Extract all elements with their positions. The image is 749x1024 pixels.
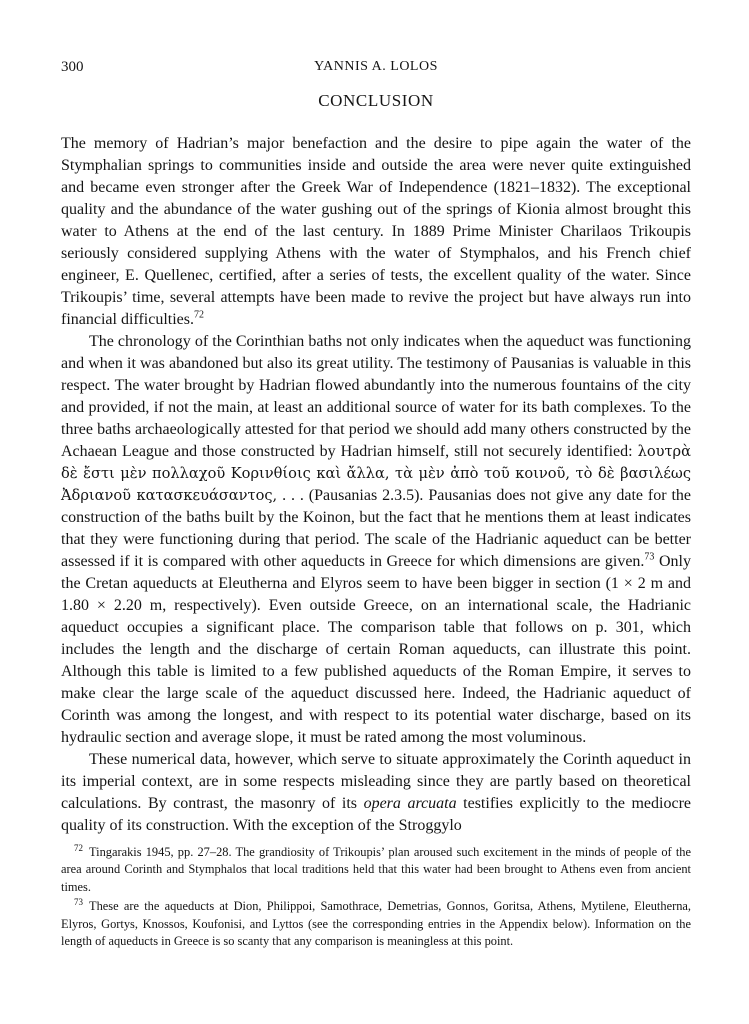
body-text <box>61 133 691 837</box>
paragraph-3-text-a: These numerical data, however, which serve to situate approximately the Corinth aqueduct in its imperial context, are in some respects misleading since they are partly based on theoretical calculations. By contrast, the masonry of its <box>61 751 691 812</box>
paragraph-2-text-a: The chronology of the Corinthian baths not only indicates when the aqueduct was functioning and when it was abandoned but also its great utility. The testimony of Pausanias is valuable in this respect. The water brought by Hadrian flowed abundantly into the numerous fountains of the city and provided, if not the main, at least an additional source of water for its bath complexes. To the three baths archaeologically attested for that period we should add many others constructed by the Achaean League and those constructed by Hadrian himself, still not securely identified: <box>61 333 691 460</box>
footnote-text: Tingarakis 1945, pp. 27–28. The grandiosity of Trikoupis’ plan aroused such excitement in the minds of people of the area around Corinth and Stymphalos that local traditions held that this water had been brought to Athens even from ancient times. <box>61 845 691 894</box>
page-number: 300 <box>61 59 84 75</box>
footnote-ref-72[interactable]: 72 <box>194 309 204 321</box>
paragraph-1 <box>61 133 691 331</box>
footnote-ref-73[interactable]: 73 <box>644 551 655 563</box>
section-title: CONCLUSION <box>318 91 434 110</box>
paragraph-2-text-c: Only the Cretan aqueducts at Eleutherna and Elyros seem to have been bigger in section (1 × 2 m and 1.80 × 2.20 m, respectively). Even outside Greece, on an international scale, the Hadrianic aqueduct occupies a significant place. The comparison table that follows on p. 301, which includes the length and the discharge of certain Roman aqueducts, can illustrate this point. Although this table is limited to a few published aqueducts of the Roman Empire, it serves to make clear the large scale of the aqueduct discussed here. Indeed, the Hadrianic aqueduct of Corinth was among the longest, and with respect to its potential water discharge, based on its hydraulic section and average slope, it must be rated among the most voluminous. <box>61 553 691 746</box>
footnote-number: 73 <box>74 897 83 908</box>
paragraph-1-text: The memory of Hadrian’s major benefaction and the desire to pipe again the water of the Stymphalian springs to communities inside and outside the area were never quite extinguished and became even stronger after the Greek War of Independence (1821–1832). The exceptional quality and the abundance of the water gushing out of the springs of Kionia almost brought this water to Athens at the end of the last century. In 1889 Prime Minister Charilaos Trikoupis seriously considered supplying Athens with the water of Stymphalos, and his French chief engineer, E. Quellenec, certified, after a series of tests, the excellent quality of the water. Since Trikoupis’ time, several attempts have been made to revive the project but have always run into financial difficulties. <box>61 135 691 328</box>
footnote-number: 72 <box>74 842 83 853</box>
greek-quotation: λουτρὰ δὲ ἔστι μὲν πολλαχοῦ Κορινθίοις καὶ ἄλλα, τὰ μὲν ἀπὸ τοῦ κοινοῦ, τὸ δὲ βασιλέως Ἀδριανοῦ κατασκευάσαντος, <box>61 443 691 504</box>
paragraph-3 <box>61 749 691 837</box>
paragraph-2-text-b: . . . (Pausanias 2.3.5). Pausanias does not give any date for the construction of the baths built by the Koinon, but the fact that he mentions them at least indicates that they were functioning during that period. The scale of the Hadrianic aqueduct can be better assessed if it is compared with other aqueducts in Greece for which dimensions are given. <box>61 487 691 570</box>
footnotes <box>61 844 691 952</box>
footnote-72 <box>61 844 691 896</box>
page-header <box>61 59 691 79</box>
footnote-text: These are the aqueducts at Dion, Philippoi, Samothrace, Demetrias, Gonnos, Goritsa, Athens, Mytilene, Eleutherna, Elyros, Gortys, Knossos, Koufonisi, and Lyttos (see the corresponding entries in the Appendix below). Information on the length of aqueducts in Greece is so scanty that any comparison is meaningless at this point. <box>61 899 691 949</box>
footnote-73 <box>61 898 691 950</box>
running-head-author: YANNIS A. LOLOS <box>314 59 438 74</box>
paragraph-3-text-b: testifies explicitly to the mediocre quality of its construction. With the exception of the Stroggylo <box>61 795 692 834</box>
italic-term: opera arcuata <box>363 795 457 812</box>
paragraph-2 <box>61 331 691 749</box>
